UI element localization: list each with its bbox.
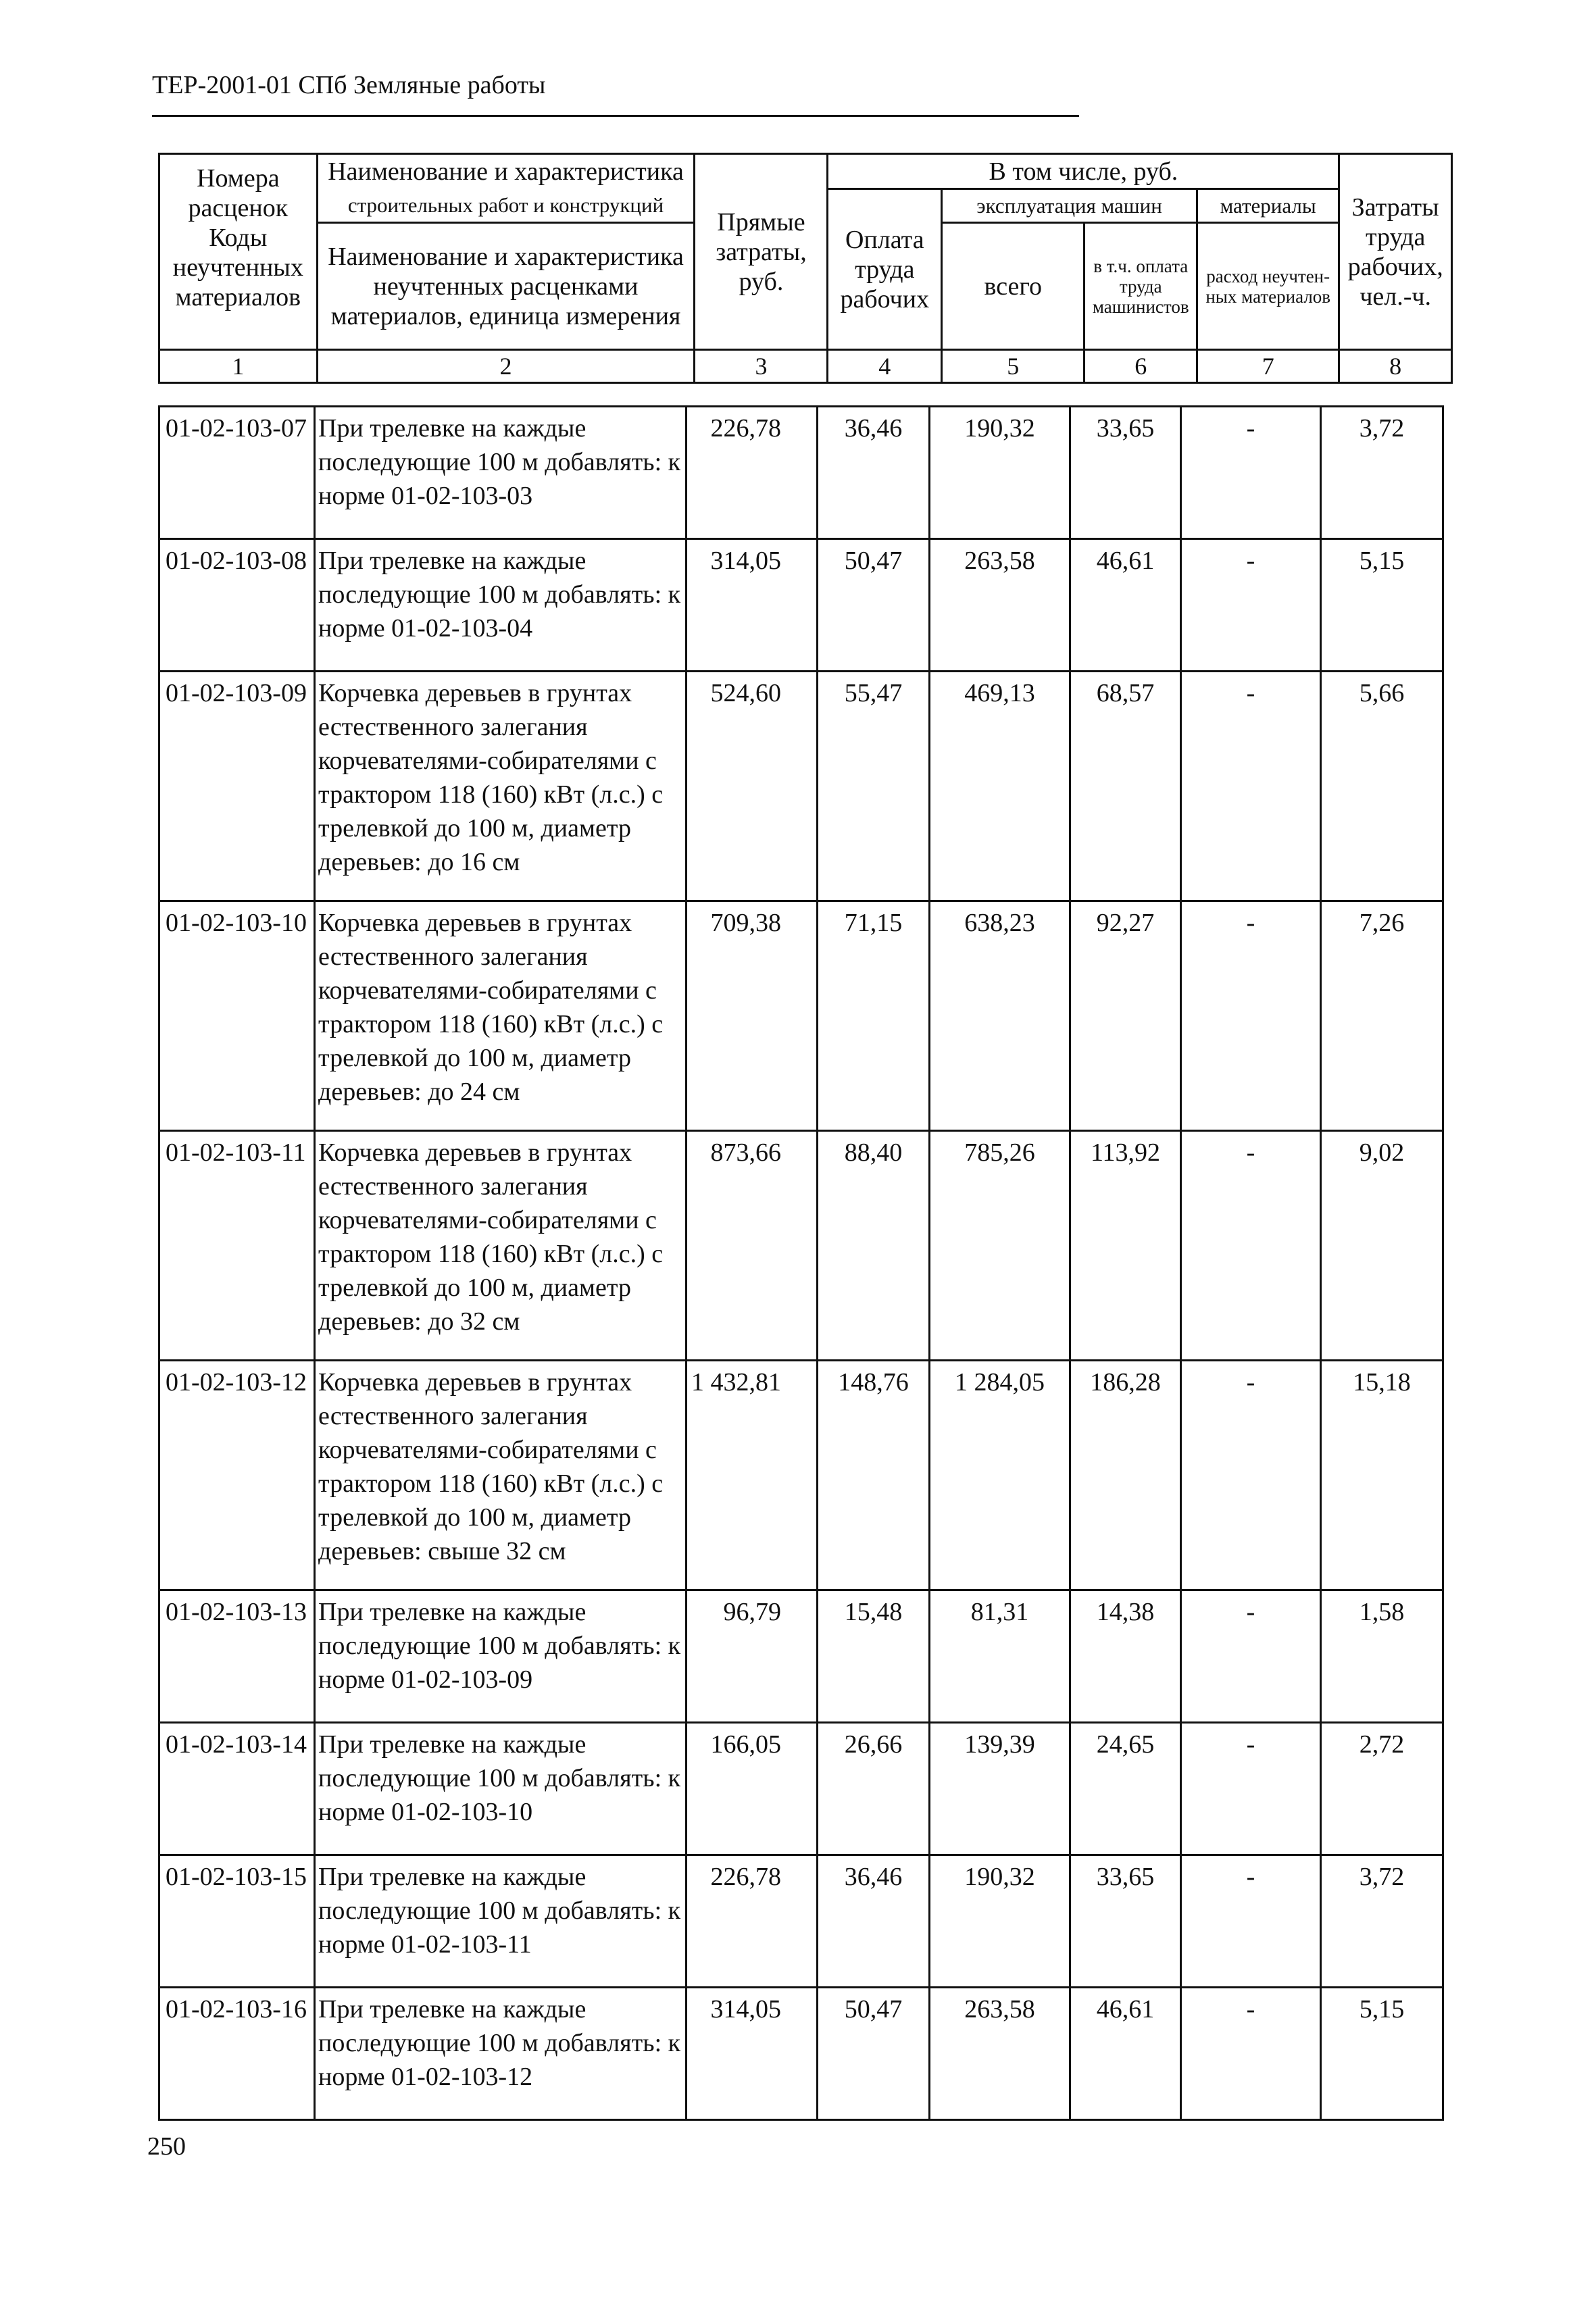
rate-code: 01-02-103-15 bbox=[159, 1855, 315, 1988]
labor-cost: 55,47 bbox=[818, 672, 930, 901]
labor-hours: 7,26 bbox=[1321, 901, 1443, 1131]
rate-code: 01-02-103-08 bbox=[159, 539, 315, 672]
header-col2-top-a: Наименование и характеристика bbox=[317, 154, 695, 189]
rate-description: При трелевке на каждые последующие 100 м добавлять: к норме 01-02-103-04 bbox=[315, 539, 687, 672]
table-row bbox=[159, 407, 1443, 539]
machine-cost-total: 469,13 bbox=[930, 672, 1070, 901]
header-materials: материалы bbox=[1197, 189, 1339, 223]
header-col7: расход неучтен-ных материалов bbox=[1197, 223, 1339, 350]
header-col3: Прямые затраты, руб. bbox=[695, 154, 828, 350]
machine-cost-total: 263,58 bbox=[930, 539, 1070, 672]
direct-cost: 524,60 bbox=[687, 672, 818, 901]
header-number-1: 1 bbox=[159, 350, 318, 383]
rate-code: 01-02-103-10 bbox=[159, 901, 315, 1131]
header-col1-top: Номера расценок bbox=[159, 154, 318, 223]
machine-cost-total: 1 284,05 bbox=[930, 1361, 1070, 1590]
page-title: ТЕР-2001-01 СПб Земляные работы bbox=[152, 71, 546, 99]
labor-cost: 50,47 bbox=[818, 1988, 930, 2120]
header-number-3: 3 bbox=[695, 350, 828, 383]
header-col4: Оплата труда рабочих bbox=[828, 189, 942, 350]
machine-cost-total: 139,39 bbox=[930, 1723, 1070, 1855]
materials-consumption: - bbox=[1181, 1988, 1321, 2120]
direct-cost: 226,78 bbox=[687, 1855, 818, 1988]
rate-description: Корчевка деревьев в грунтах естественного залегания корчевателями-собирателями с трактором 118 (160) кВт (л.с.) с трелевкой до 100 м, диаметр деревьев: до 16 см bbox=[315, 672, 687, 901]
header-machines: эксплуатация машин bbox=[942, 189, 1197, 223]
labor-hours: 1,58 bbox=[1321, 1590, 1443, 1723]
table-row bbox=[159, 1723, 1443, 1855]
title-rule bbox=[152, 115, 1079, 117]
rate-description: При трелевке на каждые последующие 100 м добавлять: к норме 01-02-103-10 bbox=[315, 1723, 687, 1855]
labor-cost: 36,46 bbox=[818, 407, 930, 539]
materials-consumption: - bbox=[1181, 1855, 1321, 1988]
rate-description: При трелевке на каждые последующие 100 м добавлять: к норме 01-02-103-11 bbox=[315, 1855, 687, 1988]
rate-code: 01-02-103-09 bbox=[159, 672, 315, 901]
page-number: 250 bbox=[147, 2132, 186, 2161]
labor-cost: 148,76 bbox=[818, 1361, 930, 1590]
rate-code: 01-02-103-16 bbox=[159, 1988, 315, 2120]
labor-cost: 15,48 bbox=[818, 1590, 930, 1723]
table-row bbox=[159, 672, 1443, 901]
header-number-8: 8 bbox=[1339, 350, 1452, 383]
labor-hours: 15,18 bbox=[1321, 1361, 1443, 1590]
machine-cost-total: 785,26 bbox=[930, 1131, 1070, 1361]
header-number-5: 5 bbox=[942, 350, 1084, 383]
labor-cost: 71,15 bbox=[818, 901, 930, 1131]
rate-description: Корчевка деревьев в грунтах естественного залегания корчевателями-собирателями с трактором 118 (160) кВт (л.с.) с трелевкой до 100 м, диаметр деревьев: до 32 см bbox=[315, 1131, 687, 1361]
machine-cost-total: 81,31 bbox=[930, 1590, 1070, 1723]
header-col1-bottom: Коды неучтенных материалов bbox=[159, 223, 318, 350]
labor-cost: 36,46 bbox=[818, 1855, 930, 1988]
header-col5: всего bbox=[942, 223, 1084, 350]
header-col6: в т.ч. оплата труда машинистов bbox=[1084, 223, 1197, 350]
materials-consumption: - bbox=[1181, 672, 1321, 901]
table-row bbox=[159, 1131, 1443, 1361]
table-row bbox=[159, 1855, 1443, 1988]
rate-code: 01-02-103-11 bbox=[159, 1131, 315, 1361]
rate-description: Корчевка деревьев в грунтах естественного залегания корчевателями-собирателями с трактором 118 (160) кВт (л.с.) с трелевкой до 100 м, диаметр деревьев: до 24 см bbox=[315, 901, 687, 1131]
rate-description: При трелевке на каждые последующие 100 м добавлять: к норме 01-02-103-12 bbox=[315, 1988, 687, 2120]
labor-hours: 5,66 bbox=[1321, 672, 1443, 901]
machine-cost-total: 263,58 bbox=[930, 1988, 1070, 2120]
materials-consumption: - bbox=[1181, 1361, 1321, 1590]
table-row bbox=[159, 539, 1443, 672]
table-row bbox=[159, 1590, 1443, 1723]
rate-code: 01-02-103-07 bbox=[159, 407, 315, 539]
direct-cost: 166,05 bbox=[687, 1723, 818, 1855]
table-row bbox=[159, 1361, 1443, 1590]
labor-hours: 9,02 bbox=[1321, 1131, 1443, 1361]
machine-cost-total: 638,23 bbox=[930, 901, 1070, 1131]
table-row bbox=[159, 1988, 1443, 2120]
materials-consumption: - bbox=[1181, 901, 1321, 1131]
labor-hours: 5,15 bbox=[1321, 539, 1443, 672]
direct-cost: 226,78 bbox=[687, 407, 818, 539]
machine-labor-cost: 33,65 bbox=[1070, 407, 1181, 539]
table-row bbox=[159, 901, 1443, 1131]
rate-code: 01-02-103-12 bbox=[159, 1361, 315, 1590]
machine-labor-cost: 68,57 bbox=[1070, 672, 1181, 901]
rate-description: Корчевка деревьев в грунтах естественного залегания корчевателями-собирателями с трактором 118 (160) кВт (л.с.) с трелевкой до 100 м, диаметр деревьев: свыше 32 см bbox=[315, 1361, 687, 1590]
materials-consumption: - bbox=[1181, 1590, 1321, 1723]
materials-consumption: - bbox=[1181, 1131, 1321, 1361]
machine-labor-cost: 46,61 bbox=[1070, 539, 1181, 672]
direct-cost: 1 432,81 bbox=[687, 1361, 818, 1590]
machine-labor-cost: 24,65 bbox=[1070, 1723, 1181, 1855]
header-col8: Затраты труда рабочих, чел.-ч. bbox=[1339, 154, 1452, 350]
labor-cost: 26,66 bbox=[818, 1723, 930, 1855]
rates-table bbox=[158, 405, 1444, 2121]
machine-labor-cost: 33,65 bbox=[1070, 1855, 1181, 1988]
materials-consumption: - bbox=[1181, 1723, 1321, 1855]
machine-labor-cost: 113,92 bbox=[1070, 1131, 1181, 1361]
header-number-6: 6 bbox=[1084, 350, 1197, 383]
table-header bbox=[158, 153, 1453, 384]
machine-labor-cost: 14,38 bbox=[1070, 1590, 1181, 1723]
labor-hours: 2,72 bbox=[1321, 1723, 1443, 1855]
labor-cost: 88,40 bbox=[818, 1131, 930, 1361]
machine-labor-cost: 186,28 bbox=[1070, 1361, 1181, 1590]
direct-cost: 314,05 bbox=[687, 539, 818, 672]
labor-hours: 3,72 bbox=[1321, 1855, 1443, 1988]
machine-labor-cost: 92,27 bbox=[1070, 901, 1181, 1131]
header-number-4: 4 bbox=[828, 350, 942, 383]
direct-cost: 873,66 bbox=[687, 1131, 818, 1361]
header-col2-bottom: Наименование и характеристика неучтенных расценками материалов, единица измерения bbox=[317, 223, 695, 350]
header-group: В том числе, руб. bbox=[828, 154, 1339, 189]
rate-description: При трелевке на каждые последующие 100 м добавлять: к норме 01-02-103-09 bbox=[315, 1590, 687, 1723]
header-col2-top-b: строительных работ и конструкций bbox=[317, 189, 695, 223]
rate-code: 01-02-103-14 bbox=[159, 1723, 315, 1855]
machine-cost-total: 190,32 bbox=[930, 407, 1070, 539]
labor-cost: 50,47 bbox=[818, 539, 930, 672]
materials-consumption: - bbox=[1181, 407, 1321, 539]
machine-cost-total: 190,32 bbox=[930, 1855, 1070, 1988]
direct-cost: 96,79 bbox=[687, 1590, 818, 1723]
header-number-7: 7 bbox=[1197, 350, 1339, 383]
materials-consumption: - bbox=[1181, 539, 1321, 672]
direct-cost: 314,05 bbox=[687, 1988, 818, 2120]
direct-cost: 709,38 bbox=[687, 901, 818, 1131]
machine-labor-cost: 46,61 bbox=[1070, 1988, 1181, 2120]
labor-hours: 3,72 bbox=[1321, 407, 1443, 539]
header-number-2: 2 bbox=[317, 350, 695, 383]
rate-code: 01-02-103-13 bbox=[159, 1590, 315, 1723]
rate-description: При трелевке на каждые последующие 100 м добавлять: к норме 01-02-103-03 bbox=[315, 407, 687, 539]
labor-hours: 5,15 bbox=[1321, 1988, 1443, 2120]
